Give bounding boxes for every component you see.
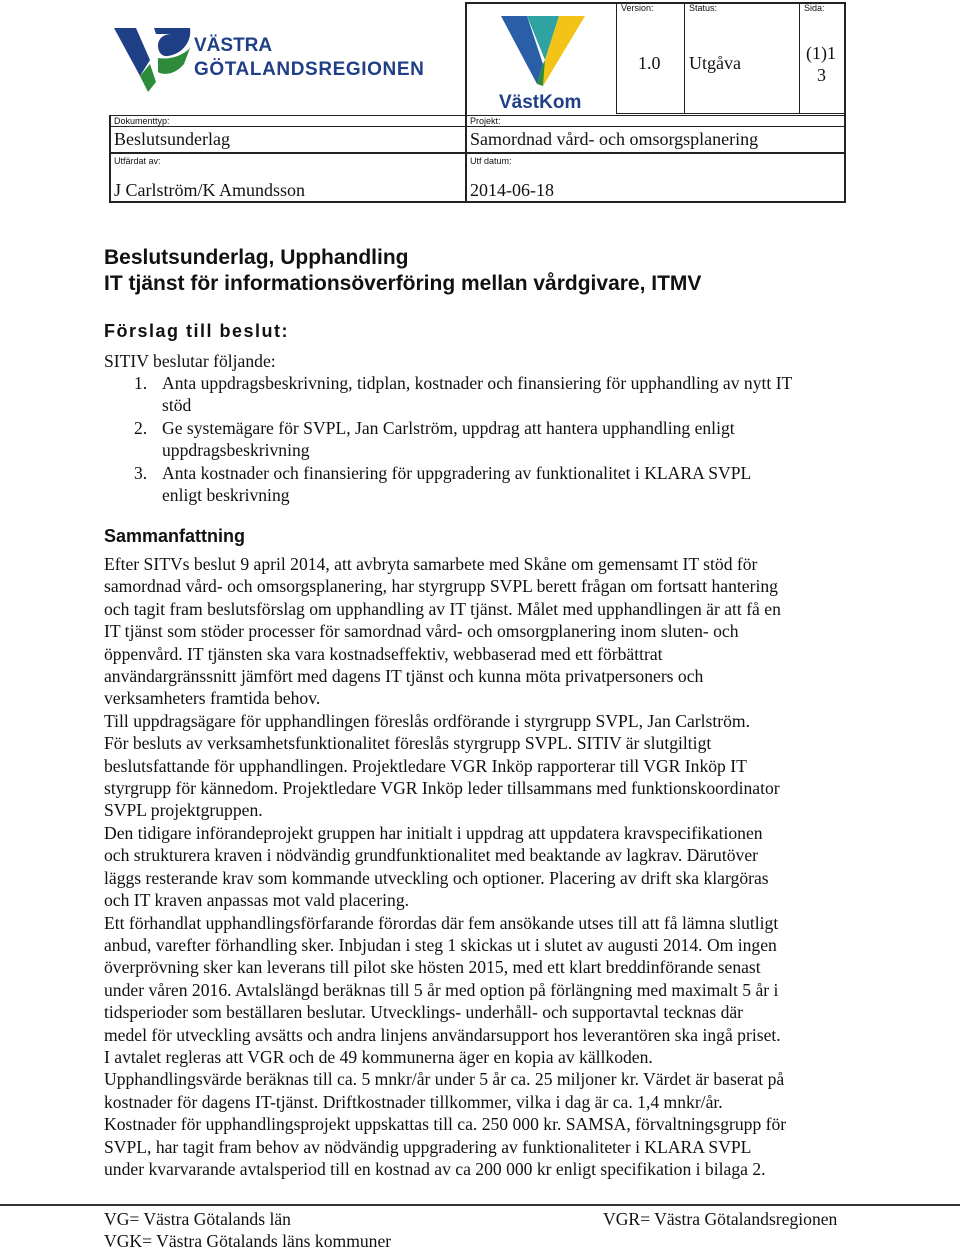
summary-line: tidsperioder som beställaren beslutar. Utvecklings- underhåll- och supportavtal tecknas där bbox=[104, 1002, 744, 1023]
header-border-left bbox=[465, 2, 467, 203]
list-item-number: 1. bbox=[134, 373, 148, 393]
header-border-right bbox=[844, 2, 846, 203]
summary-line: och strukturera kraven i nödvändig grundfunktionalitet med beaktande av lagkrav. Därutöver bbox=[104, 845, 759, 866]
date-label: Utf datum: bbox=[470, 156, 512, 166]
vgr-logo-line2: GÖTALANDSREGIONEN bbox=[194, 59, 425, 80]
summary-line: Upphandlingsvärde beräknas till ca. 5 mnkr/år under 5 år ca. 25 miljoner kr. Värdet är baserat på bbox=[104, 1069, 785, 1090]
doctype-value: Beslutsunderlag bbox=[114, 129, 230, 149]
summary-line: IT tjänst som stöder processer för samordnad vård- och omsorgplanering inom sluten- och bbox=[104, 621, 739, 642]
summary-line: Ett förhandlat upphandlingsförfarande förordas där fem ansökande utses till att få lämna slutligt bbox=[104, 912, 779, 933]
summary-line: under våren 2016. Avtalslängd beräknas till 5 år med option på förlängning med maximalt 5 år i bbox=[104, 979, 779, 1000]
summary-line: anbud, varefter förhandling sker. Inbjudan i steg 1 skickas ut i slutet av augusti 2014. Om ingen bbox=[104, 934, 777, 955]
summary-line: medel för utveckling avsätts och andra linjens användarsupport hos leverantören ska ingå priset. bbox=[104, 1024, 781, 1045]
footer-left-line2: VGK= Västra Götalands läns kommuner bbox=[104, 1231, 392, 1251]
list-item bbox=[104, 372, 874, 417]
summary-line: och tagit fram beslutsförslag om upphandling av IT tjänst. Målet med upphandlingen är att få en bbox=[104, 598, 781, 619]
summary-heading: Sammanfattning bbox=[104, 526, 246, 546]
table-line-bottom bbox=[109, 201, 846, 203]
document-title-line2: IT tjänst för informationsöverföring mellan vårdgivare, ITMV bbox=[104, 272, 702, 295]
list-item-line: uppdragsbeskrivning bbox=[162, 440, 310, 461]
version-value: 1.0 bbox=[638, 53, 661, 73]
version-label: Version: bbox=[621, 3, 654, 13]
list-item-number: 2. bbox=[134, 417, 148, 438]
project-value: Samordnad vård- och omsorgsplanering bbox=[470, 129, 759, 149]
page-value-2: 3 bbox=[817, 65, 826, 85]
vastkom-logo bbox=[497, 14, 589, 112]
summary-line: Den tidigare införandeprojekt gruppen har initialt i uppdrag att uppdatera kravspecifikationen bbox=[104, 822, 763, 843]
issued-by-value: J Carlström/K Amundsson bbox=[114, 180, 306, 200]
footer-left-line1: VG= Västra Götalands län bbox=[104, 1209, 291, 1229]
summary-body bbox=[104, 553, 874, 1180]
list-item bbox=[104, 462, 874, 507]
list-item bbox=[104, 417, 874, 462]
list-item-line: enligt beskrivning bbox=[162, 485, 290, 506]
list-item-line: Ge systemägare för SVPL, Jan Carlström, uppdrag att hantera upphandling enligt bbox=[162, 417, 735, 438]
table-line-2 bbox=[109, 126, 846, 127]
summary-line: läggs resterande krav som kommande utveckling och optioner. Placering av drift ska klargöras bbox=[104, 867, 769, 888]
page-value-1: (1)1 bbox=[806, 43, 836, 63]
summary-line: Efter SITVs beslut 9 april 2014, att avbryta samarbete med Skåne om gemensamt IT stöd för bbox=[104, 554, 758, 574]
header-border-top bbox=[465, 2, 846, 4]
summary-line: under kvarvarande avtalsperiod till en kostnad av ca 200 000 kr enligt specifikation i bilaga 2. bbox=[104, 1158, 766, 1179]
summary-line: öppenvård. IT tjänsten ska vara kostnadseffektiv, webbaserad med ett förbättrat bbox=[104, 643, 663, 664]
page-label: Sida: bbox=[804, 3, 825, 13]
summary-line: och IT kraven anpassas mot vald placering. bbox=[104, 890, 410, 911]
document-title-line1: Beslutsunderlag, Upphandling bbox=[104, 246, 409, 269]
summary-line: användargränssnitt jämfört med dagens IT tjänst och kunna möta privatpersoners och bbox=[104, 666, 704, 687]
issued-by-label: Utfärdat av: bbox=[114, 156, 161, 166]
summary-line: beslutsfattande för upphandlingen. Projektledare VGR Inköp rapporterar till VGR Inköp IT bbox=[104, 755, 747, 776]
table-border-left bbox=[109, 115, 111, 203]
list-item-number: 3. bbox=[134, 462, 148, 483]
vgr-logo bbox=[112, 24, 452, 94]
status-label: Status: bbox=[689, 3, 718, 13]
project-label: Projekt: bbox=[470, 116, 501, 126]
list-item-line: Anta uppdragsbeskrivning, tidplan, kostnader och finansiering för upphandling av nytt IT bbox=[162, 373, 793, 393]
proposal-intro: SITIV beslutar följande: bbox=[104, 351, 276, 371]
header-divider-status bbox=[684, 2, 685, 114]
header-line-meta bbox=[616, 113, 846, 114]
proposal-heading: Förslag till beslut: bbox=[104, 321, 290, 341]
date-value: 2014-06-18 bbox=[470, 180, 554, 200]
summary-line: Kostnader för upphandlingsprojekt uppskattas till ca. 250 000 kr. SAMSA, förvaltningsgrupp för bbox=[104, 1114, 787, 1135]
table-line-3 bbox=[109, 152, 846, 154]
summary-line: Till uppdragsägare för upphandlingen föreslås ordförande i styrgrupp SVPL, Jan Carlström. bbox=[104, 710, 750, 731]
summary-line: SVPL projektgruppen. bbox=[104, 800, 263, 821]
summary-line: SVPL, har tagit fram behov av nödvändig uppgradering av funktionaliteter i KLARA SVPL bbox=[104, 1136, 752, 1157]
header-divider-page bbox=[799, 2, 800, 114]
doctype-label: Dokumenttyp: bbox=[114, 116, 170, 126]
summary-line: kostnader för dagens IT-tjänst. Driftkostnader tillkommer, vilka i dag är ca. 1,4 mnkr/år. bbox=[104, 1091, 723, 1112]
summary-line: samordnad vård- och omsorgsplanering, har styrgrupp SVPL berett frågan om fortsatt hantering bbox=[104, 576, 778, 597]
vastkom-logo-text: VästKom bbox=[499, 92, 582, 112]
summary-line: verksamheters framtida behov. bbox=[104, 688, 321, 709]
summary-line: styrgrupp för kännedom. Projektledare VGR Inköp leder tillsammans med funktionskoordinator bbox=[104, 778, 780, 799]
list-item-line: stöd bbox=[162, 395, 192, 416]
header-divider-version bbox=[616, 2, 617, 114]
status-value: Utgåva bbox=[689, 53, 741, 73]
summary-line: För besluts av verksamhetsfunktionalitet föreslås styrgrupp SVPL. SITIV är slutgiltigt bbox=[104, 733, 712, 754]
summary-line: I avtalet regleras att VGR och de 49 kommunerna äger en kopia av källkoden. bbox=[104, 1046, 653, 1067]
footer-right-line1: VGR= Västra Götalandsregionen bbox=[603, 1209, 838, 1229]
vgr-logo-line1: VÄSTRA bbox=[194, 35, 273, 56]
footer-rule bbox=[0, 1204, 960, 1206]
proposal-list bbox=[104, 372, 874, 506]
summary-line: överprövning sker kan leverans till pilot ske hösten 2015, med ett klart breddinförande senast bbox=[104, 957, 761, 978]
list-item-line: Anta kostnader och finansiering för uppgradering av funktionalitet i KLARA SVPL bbox=[162, 462, 752, 483]
